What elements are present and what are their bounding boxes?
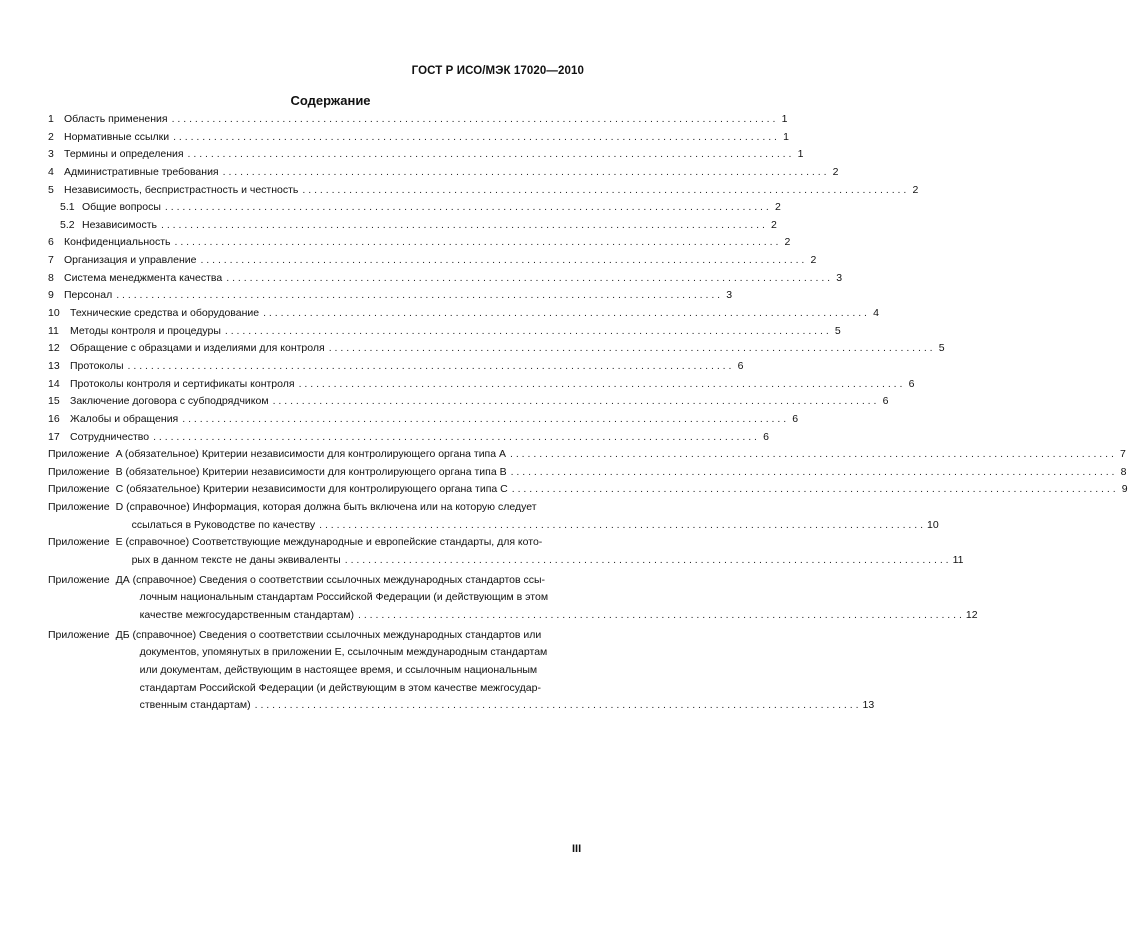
toc-entry-page: 8 (1120, 465, 1127, 478)
appendix-label-line: E (справочное) Соответствующие международные и европейские стандарты, для кото- (115, 536, 543, 549)
appendix-label-line: лочным национальным стандартам Российской Федерации (и действующим в этом (139, 591, 549, 604)
toc-entry-number: 5.1 (60, 201, 75, 214)
toc-leader-dots (507, 464, 1115, 482)
toc-entry[interactable] (48, 182, 919, 200)
toc-entry-page: 1 (781, 113, 788, 125)
toc-entry[interactable] (48, 358, 744, 376)
appendix-label-line: или документам, действующим в настоящее время, и ссылочным национальным (139, 663, 538, 676)
toc-entry-label: Протоколы контроля и сертификаты контроля (70, 377, 295, 390)
toc-leader-dots (161, 199, 769, 217)
toc-appendix-b[interactable] (48, 464, 1127, 482)
toc-entry-page: 2 (784, 236, 791, 249)
appendix-label-line: D (справочное) Информация, которая должна быть включена или на которую следует (115, 501, 537, 514)
toc-leader-dots (506, 446, 1114, 464)
toc-entry-label: Организация и управление (64, 254, 197, 267)
toc-subentry[interactable] (48, 217, 777, 235)
toc-entry-number: 16 (48, 412, 60, 425)
toc-entry-page: 6 (908, 377, 915, 390)
toc-entry-label: Система менеджмента качества (64, 271, 223, 284)
appendix-label-line: стандартам Российской Федерации (и действующим в этом качестве межгосудар- (139, 681, 541, 694)
appendix-prefix: Приложение (48, 536, 110, 549)
appendix-prefix: Приложение (48, 628, 110, 641)
toc-entry-page: 3 (726, 289, 733, 302)
toc-entry-page: 6 (763, 430, 769, 443)
appendix-prefix: Приложение (48, 448, 110, 461)
toc-entry-page: 12 (965, 608, 978, 621)
page-number: III (572, 843, 582, 855)
toc-entry-number: 12 (48, 342, 60, 355)
toc-entry-page: 5 (938, 342, 945, 355)
toc-entry[interactable] (48, 411, 799, 429)
toc-entry-page: 7 (1120, 448, 1126, 461)
toc-leader-dots (219, 164, 827, 182)
toc-appendix-da[interactable] (48, 572, 978, 625)
toc-entry-number: 2 (48, 130, 54, 143)
toc-entry[interactable] (48, 393, 889, 411)
toc-entry[interactable] (48, 164, 839, 182)
toc-entry-page: 2 (832, 165, 839, 178)
toc-entry-page: 3 (836, 271, 843, 284)
toc-appendix-c[interactable] (48, 481, 1128, 499)
toc-leader-dots (221, 323, 829, 341)
toc-entry[interactable] (48, 234, 791, 252)
toc-entry-label: Жалобы и обращения (70, 412, 179, 425)
toc-leader-dots (251, 697, 859, 715)
toc-entry-page: 5 (834, 324, 841, 337)
appendix-prefix: Приложение (48, 573, 110, 586)
toc-entry-number: 5 (48, 183, 54, 196)
toc-entry[interactable] (48, 340, 945, 358)
toc-entry-number: 9 (48, 289, 54, 302)
toc-entry-label: Протоколы (70, 359, 124, 372)
page-title: Содержание (290, 93, 371, 108)
toc-entry[interactable] (48, 429, 769, 447)
table-of-contents (48, 111, 1128, 715)
toc-entry-number: 4 (48, 165, 54, 178)
toc-leader-dots (157, 217, 765, 235)
toc-entry-page: 11 (952, 554, 964, 567)
toc-entry-label: Заключение договора с субподрядчиком (70, 395, 269, 408)
toc-leader-dots (149, 429, 757, 447)
toc-entry-page: 4 (873, 307, 879, 320)
toc-leader-dots (178, 411, 786, 429)
toc-leader-dots (269, 393, 877, 411)
toc-appendix-a[interactable] (48, 446, 1126, 464)
toc-leader-dots (341, 552, 949, 570)
document-header: ГОСТ Р ИСО/МЭК 17020—2010 (411, 65, 584, 77)
appendix-label-line: рых в данном тексте не даны эквиваленты (131, 554, 341, 567)
toc-entry-label: Область применения (64, 113, 168, 125)
toc-entry-label: Сотрудничество (70, 430, 150, 443)
toc-leader-dots (295, 376, 903, 394)
appendix-label-line: ДА (справочное) Сведения о соответствии ссылочных международных стандартов ссы- (115, 573, 546, 586)
toc-entry-page: 1 (783, 130, 789, 143)
toc-subentry[interactable] (48, 199, 781, 217)
toc-entry-page: 2 (810, 254, 817, 267)
toc-entry-page: 6 (792, 412, 799, 425)
toc-appendix-e[interactable] (48, 534, 964, 569)
appendix-label-line: ссылаться в Руководстве по качеству (131, 518, 316, 531)
appendix-label: C (обязательное) Критерии независимости для контролирующего органа типа C (115, 483, 508, 496)
toc-entry-page: 13 (862, 699, 875, 712)
toc-entry-number: 15 (48, 395, 60, 408)
toc-entry-number: 14 (48, 377, 60, 390)
appendix-prefix: Приложение (48, 501, 110, 514)
appendix-label: B (обязательное) Критерии независимости для контролирующего органа типа B (115, 465, 507, 478)
toc-entry-number: 1 (48, 113, 54, 125)
appendix-label-line: документов, упомянутых в приложении E, ссылочным международным стандартам (139, 646, 548, 659)
toc-entry[interactable] (48, 323, 841, 341)
toc-entry-label: Персонал (64, 289, 113, 302)
appendix-prefix: Приложение (48, 483, 110, 496)
toc-leader-dots (325, 340, 933, 358)
toc-entry-label: Технические средства и оборудование (70, 307, 260, 320)
toc-entry-label: Нормативные ссылки (64, 130, 170, 143)
toc-leader-dots (222, 270, 830, 288)
toc-entry-label: Методы контроля и процедуры (70, 324, 221, 337)
toc-entry-number: 7 (48, 254, 54, 267)
toc-entry-label: Независимость (82, 218, 157, 231)
appendix-label: A (обязательное) Критерии независимости для контролирующего органа типа A (115, 448, 507, 461)
toc-entry[interactable] (48, 111, 788, 129)
toc-entry[interactable] (48, 129, 789, 147)
appendix-label-line: качестве межгосударственным стандартам) (139, 608, 355, 621)
toc-entry-label: Обращение с образцами и изделиями для контроля (70, 342, 325, 355)
appendix-label-line: ДБ (справочное) Сведения о соответствии ссылочных международных стандартов или (115, 628, 542, 641)
toc-entry-page: 6 (882, 395, 889, 408)
toc-leader-dots (298, 182, 906, 200)
toc-leader-dots (315, 517, 923, 535)
toc-entry-number: 10 (48, 307, 60, 320)
toc-entry[interactable] (48, 305, 879, 323)
toc-entry-page: 2 (771, 218, 777, 231)
toc-entry-label: Административные требования (64, 165, 219, 178)
toc-entry-number: 11 (48, 324, 59, 337)
toc-entry[interactable] (48, 252, 817, 270)
toc-leader-dots (124, 358, 732, 376)
toc-entry-page: 2 (912, 183, 919, 196)
toc-leader-dots (196, 252, 804, 270)
toc-entry-number: 6 (48, 236, 54, 249)
toc-entry-number: 3 (48, 148, 54, 161)
toc-entry-label: Независимость, беспристрастность и честность (64, 183, 299, 196)
toc-appendix-d[interactable] (48, 499, 939, 534)
toc-entry[interactable] (48, 287, 733, 305)
toc-appendix-db[interactable] (48, 627, 875, 715)
toc-entry-number: 17 (48, 430, 60, 443)
toc-entry[interactable] (48, 146, 804, 164)
toc-leader-dots (508, 481, 1116, 499)
toc-entry[interactable] (48, 270, 843, 288)
toc-leader-dots (171, 234, 779, 252)
appendix-label-line: ственным стандартам) (139, 699, 251, 712)
toc-entry-number: 8 (48, 271, 54, 284)
toc-entry[interactable] (48, 376, 915, 394)
toc-entry-label: Общие вопросы (82, 201, 161, 214)
toc-entry-label: Конфиденциальность (64, 236, 171, 249)
toc-entry-page: 2 (774, 201, 781, 214)
toc-leader-dots (184, 146, 792, 164)
toc-entry-page: 10 (927, 518, 939, 531)
toc-entry-label: Термины и определения (64, 148, 184, 161)
toc-entry-page: 6 (737, 359, 744, 372)
toc-leader-dots (112, 287, 720, 305)
toc-entry-page: 9 (1121, 483, 1128, 496)
toc-entry-number: 13 (48, 359, 60, 372)
toc-leader-dots (354, 607, 962, 625)
appendix-prefix: Приложение (48, 465, 110, 478)
toc-entry-page: 1 (797, 148, 804, 161)
toc-leader-dots (169, 129, 777, 147)
toc-leader-dots (259, 305, 867, 323)
toc-entry-number: 5.2 (60, 218, 75, 231)
toc-leader-dots (168, 111, 776, 129)
